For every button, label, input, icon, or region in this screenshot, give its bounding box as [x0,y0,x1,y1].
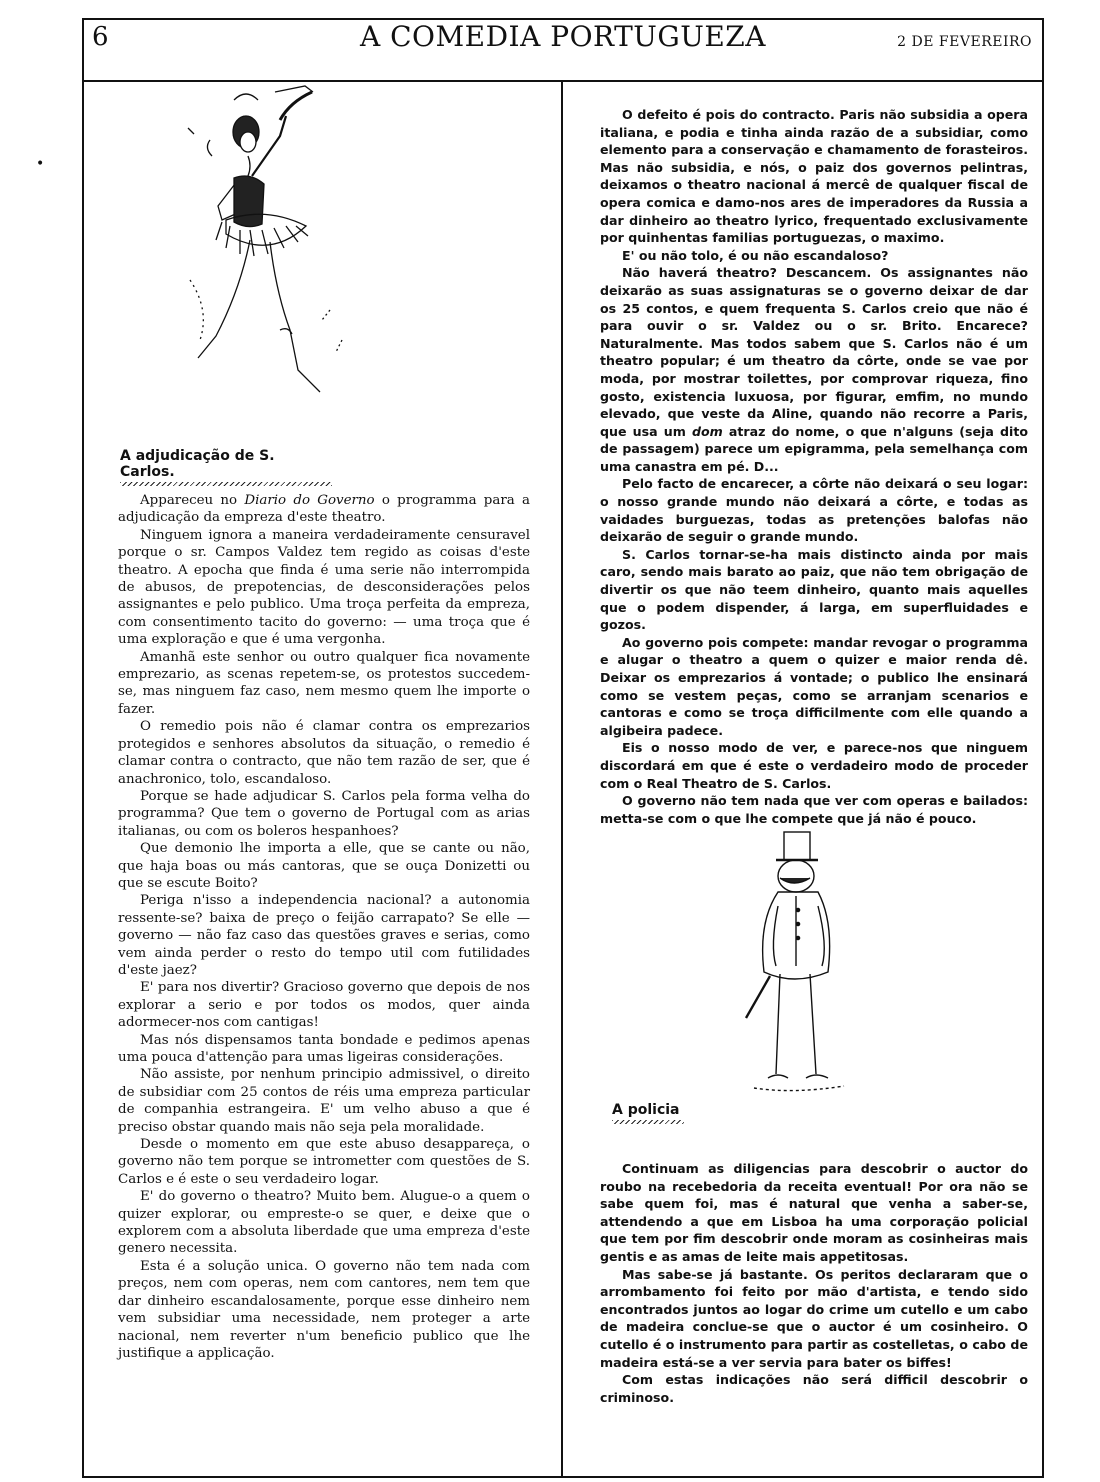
journal-title: A COMEDIA PORTUGUEZA [360,20,766,53]
paragraph: O governo não tem nada que ver com operas e bailados: metta-se com o que lhe compete que já não é pouco. [600,793,1028,826]
paragraph: Eis o nosso modo de ver, e parece-nos que ninguem discordará em que é este o verdadeiro modo de proceder com o Real Theatro de S. Carlos. [600,740,1028,791]
paragraph: Que demonio lhe importa a elle, que se cante ou não, que haja boas ou más cantoras, que se ouça Donizetti ou que se escute Boito? [118,841,530,891]
paragraph: O remedio pois não é clamar contra os emprezarios protegidos e senhores absolutos da situação, o remedio é clamar contra o contracto, que não tem razão de ser, que é anachronico, tolo, escandaloso. [118,719,530,787]
paragraph: Ao governo pois compete: mandar revogar o programma e alugar o theatro a quem o quizer e maior renda dê. Deixar os emprezarios á vontade; o publico lhe ensinará como se vestem peças, como se arranjam scenarios e cantoras e como se troça difficilmente com elle quando a algibeira padece. [600,634,1028,738]
page-number: 6 [92,22,109,52]
paragraph: Appareceu no Diario do Governo o programma para a adjudicação da empreza d'este theatro. [118,493,530,526]
newspaper-name: Diario do Governo [244,493,375,508]
paragraph: Não assiste, por nenhum principio admissivel, o direito de subsidiar com 25 contos de réis uma empreza particular de companhia estrangeira. E' um velho abuso a que é preciso obstar quando mais não seja pela moralidade. [118,1067,530,1135]
police-article [600,1160,1028,1406]
paragraph: Com estas indicações não será difficil descobrir o criminoso. [600,1372,1028,1405]
issue-date: 2 DE FEVEREIRO [897,34,1032,50]
paragraph: Continuam as diligencias para descobrir o auctor do roubo na recebedoria da receita eventual! Por ora não se sabe quem foi, mas é natural que venha a saber-se, attendendo a que em Lisboa ha uma corporação policial que tem por fim descobrir onde moram as cosinheiras mais gentis e as amas de leite mais appetitosas. [600,1161,1028,1264]
paragraph: E' para nos divertir? Gracioso governo que depois de nos explorar a serio e por todos os modos, quer ainda adormecer-nos com cantigas! [118,980,530,1031]
page-header [82,18,1044,82]
right-column-article [600,106,1028,827]
margin-mark: • [36,156,45,172]
dancer-illustration [130,80,390,440]
paragraph: Ninguem ignora a maneira verdadeiramente censuravel porque o sr. Campos Valdez tem regido as coisas d'este theatro. A epocha que finda é uma serie não interrompida de abusos, de prepotencias, de desconsiderações pelos assignantes e pelo publico. Uma troça perfeita da empreza, com consentimento tacito do governo: — uma troça que é uma exploração e que é uma vergonha. [118,527,530,648]
left-column-article [118,492,530,1362]
paragraph: Esta é a solução unica. O governo não tem nada com preços, nem com operas, nem com cantores, nem tem que dar dinheiro escandalosamente, porque esse dinheiro nem vem subsidiar uma necessidade, nem proteger a arte nacional, nem reverter n'um beneficio publico que lhe justifique a applicação. [118,1258,530,1361]
paragraph: Pelo facto de encarecer, a côrte não deixará o seu logar: o nosso grande mundo não deixará a côrte, e todas as vaidades burguezas, todas as pretenções balofas não deixarão de seguir o grande mundo. [600,476,1028,545]
paragraph: Não haverá theatro? Descancem. Os assignantes não deixarão as suas assignaturas se o governo deixar de dar os 25 contos, e quem frequenta S. Carlos creio que não é para ouvir o sr. Valdez ou o sr. Brito. Encarece? Naturalmente. Mas todos sabem que S. Carlos não é um theatro popular; é um theatro da côrte, onde se vae por moda, por mostrar toilettes, por comprovar riqueza, fino gosto, existencia luxuosa, por figurar, emfim, no mundo elevado, que veste da Aline, quando não recorre a Paris, que usa um dom atraz do nome, o que n'alguns (seja dito de passagem) parece um epigramma, pela semelhança com uma canastra em pé. D... [600,265,1029,474]
paragraph: S. Carlos tornar-se-ha mais distincto ainda por mais caro, sendo mais barato ao paiz, que não tem obrigação de divertir os que não teem dinheiro, quanto mais aquelles que o podem dispender, á larga, em superfluidades e gozos. [600,546,1028,633]
column-divider [561,82,563,1478]
paragraph: Mas sabe-se já bastante. Os peritos declararam que o arrombamento foi feito por mão d'artista, e tendo sido encontrados juntos ao logar do crime um cutello e um cabo de madeira conclue-se que o auctor é um cosinheiro. O cutello é o instrumento para partir as costelletas, o cabo de madeira está-se a ver servia para bater os biffes! [600,1266,1028,1370]
paragraph: E' do governo o theatro? Muito bem. Alugue-o a quem o quizer explorar, ou empreste-o se quer, e deixe que o explorem com a absoluta liberdade que uma empreza d'este genero necessita. [118,1189,530,1257]
dancer-caption: A adjudicação de S. Carlos. [120,448,332,486]
paragraph: Periga n'isso a independencia nacional? a autonomia ressente-se? baixa de preço o feijão carrapato? Se elle — governo — não faz caso das questões graves e serias, como vem ainda perder o resto do tempo util com futilidades d'este jaez? [118,893,530,978]
paragraph: Mas nós dispensamos tanta bondade e pedimos apenas uma pouca d'attenção para umas ligeiras considerações. [118,1032,530,1065]
paragraph: E' ou não tolo, é ou não escandaloso? [622,247,889,263]
police-caption: A policia [612,1102,684,1124]
paragraph: Desde o momento em que este abuso desappareça, o governo não tem porque se intrometter com questões de S. Carlos e é este o seu verdadeiro logar. [118,1137,530,1187]
paragraph: O defeito é pois do contracto. Paris não subsidia a opera italiana, e podia e tinha ainda razão de a subsidiar, como elemento para a conservação e chamamento de forasteiros. Mas não subsidia, e nós, o paiz dos governos pelintras, deixamos o theatro nacional á mercê de qualquer fiscal de opera comica e damo-nos ares de imperadores da Russia a dar dinheiro ao theatro lyrico, frequentado exclusivamente por quinhentas familias portuguezas, o maximo. [600,107,1028,246]
paragraph: Amanhã este senhor ou outro qualquer fica novamente emprezario, as scenas repetem-se, os protestos succedem-se, mas ninguem faz caso, nem mesmo quem lhe importe o fazer. [118,649,530,717]
paragraph: Porque se hade adjudicar S. Carlos pela forma velha do programma? Que tem o governo de Portugal com as arias italianas, ou com os boleros hespanhoes? [118,788,530,839]
policeman-illustration [740,826,890,1106]
